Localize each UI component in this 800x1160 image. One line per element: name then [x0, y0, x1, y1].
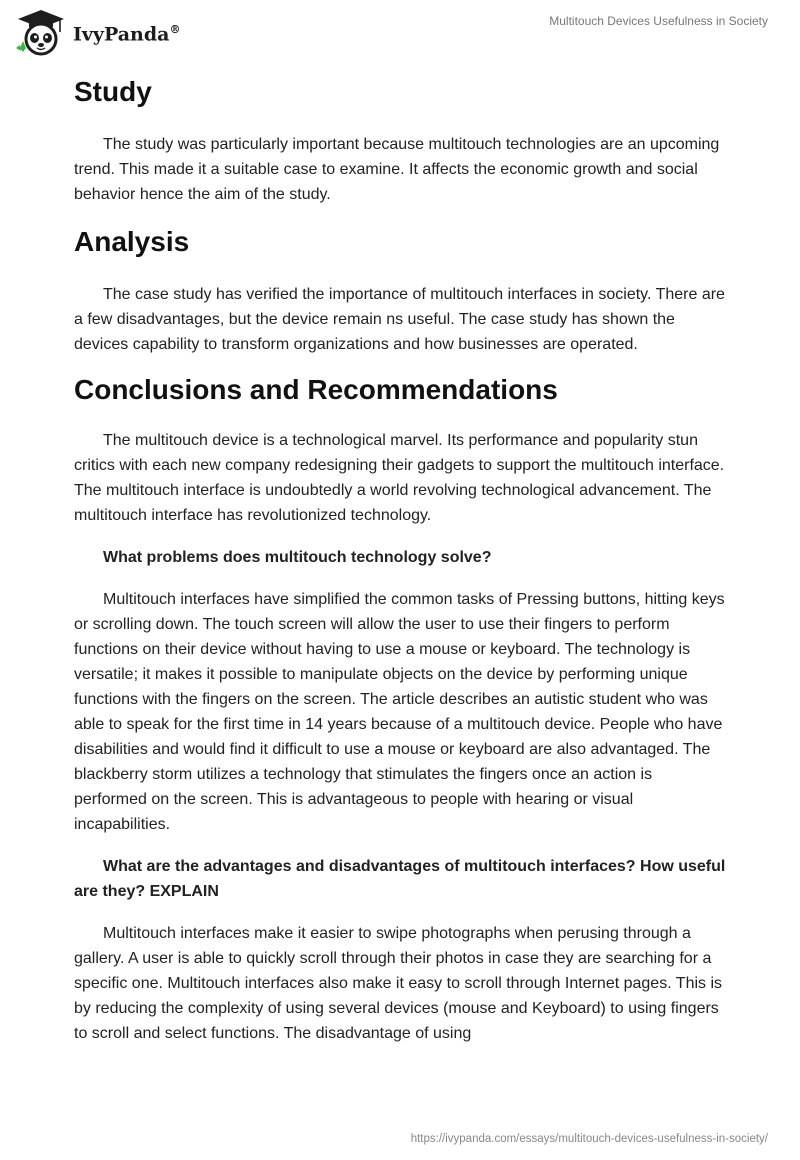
- ivypanda-logo[interactable]: [14, 8, 180, 58]
- analysis-paragraph: The case study has verified the importance of multitouch interfaces in society. There are a few disadvantages, but the device remain ns useful. The case study has shown the devices capability to transform organizations and how businesses are operated.: [74, 286, 725, 353]
- document-title: Multitouch Devices Usefulness in Society: [549, 14, 768, 28]
- study-paragraph: The study was particularly important because multitouch technologies are an upcoming trend. This made it a suitable case to examine. It affects the economic growth and social behavior hence the aim of the study.: [74, 136, 720, 203]
- conclusions-paragraph: The multitouch device is a technological marvel. Its performance and popularity stun critics with each new company redesigning their gadgets to support the multitouch interface. The multitouch interface is undoubtedly a world revolving technological advancement. The multitouch interface has revolutionized technology.: [74, 432, 725, 524]
- question-advantages: What are the advantages and disadvantages of multitouch interfaces? How useful are they? EXPLAIN: [74, 858, 726, 900]
- source-url[interactable]: https://ivypanda.com/essays/multitouch-devices-usefulness-in-society/: [410, 1133, 768, 1145]
- question-problems-solved: What problems does multitouch technology solve?: [103, 549, 492, 566]
- section-heading-study: Study: [74, 76, 152, 107]
- page-header: [0, 0, 800, 64]
- brand-name: IvyPanda®: [73, 22, 181, 46]
- section-heading-conclusions: Conclusions and Recommendations: [74, 374, 558, 405]
- answer-advantages: Multitouch interfaces make it easier to swipe photographs when perusing through a gallery. A user is able to quickly scroll through their photos in case they are searching for a specific one. Multitouch interfaces also make it easy to scroll through Internet pages. This is by reducing the complexity of using several devices (mouse and Keyboard) to using fingers to scroll and select functions. The disadvantage of using: [74, 925, 723, 1042]
- answer-problems-solved: Multitouch interfaces have simplified the common tasks of Pressing buttons, hitting keys or scrolling down. The touch screen will allow the user to use their fingers to perform functions on their device without having to use a mouse or keyboard. The technology is versatile; it makes it possible to manipulate objects on the device by performing unique functions with the fingers on the screen. The article describes an autistic student who was able to speak for the first time in 14 years because of a multitouch device. People who have disabilities and would find it difficult to use a mouse or keyboard are also advantaged. The blackberry storm utilizes a technology that stimulates the fingers once an action is performed on the screen. This is advantageous to people with hearing or visual incapabilities.: [74, 591, 725, 833]
- section-heading-analysis: Analysis: [74, 226, 190, 257]
- essay-content: [74, 72, 726, 1046]
- panda-graduate-icon: [14, 8, 68, 58]
